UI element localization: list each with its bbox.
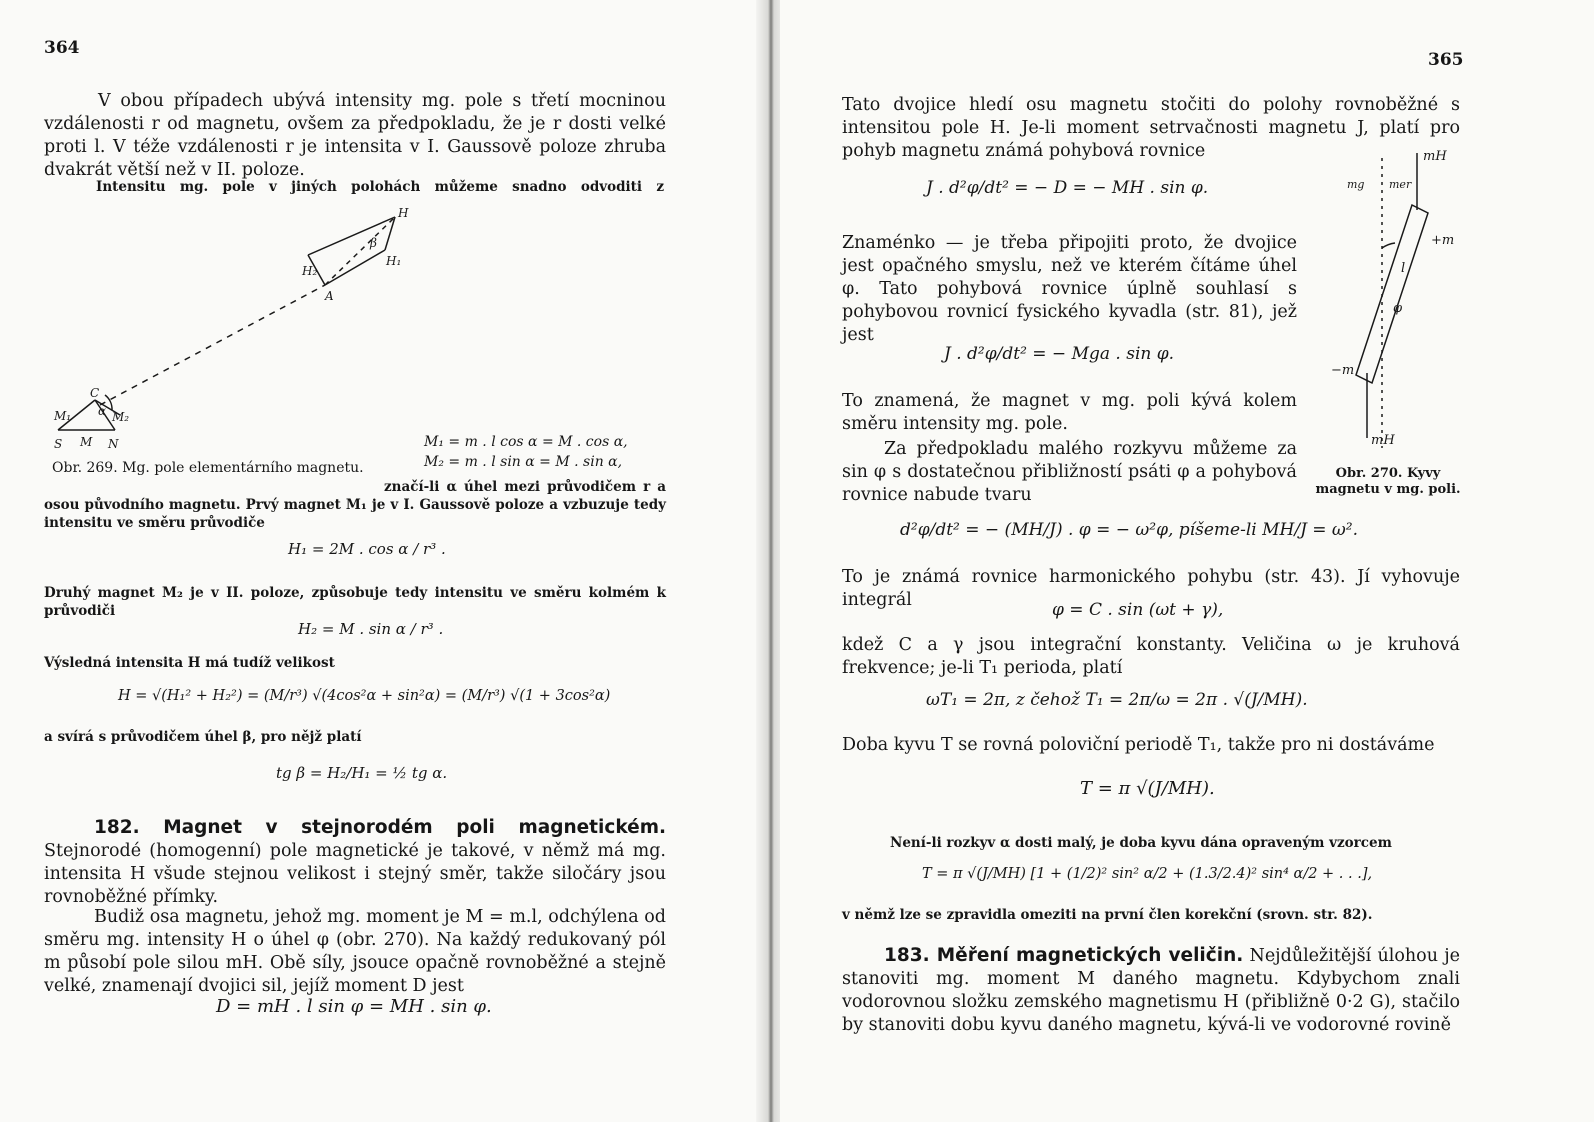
fig270-label: mH [1371,433,1395,448]
section-183-text: Nejdůležitější úlohou je stanoviti mg. moment M daného magnetu. Kdybychom znali vodorovnou složku zemského magnetismu H (přibližně 0·2 G), stačilo by stanoviti dobu kyvu daného magnetu, kývá-li ve vodorovné rovině [842,946,1460,1035]
magnet-bar [1356,205,1428,383]
paragraph: Doba kyvu T se rovná poloviční periodě T₁, takže pro ni dostáváme [842,735,1435,755]
fig270-label: mg [1347,178,1365,191]
equation-harmonic: d²φ/dt² = − (MH/J) . φ = − ω²φ, píšeme-li MH/J = ω². [900,520,1359,540]
fig269-label: H₂ [302,264,318,278]
equation-h1: H₁ = 2M . cos α / r³ . [288,540,446,558]
figure-269-caption: Obr. 269. Mg. pole elementárního magnetu. [52,460,364,476]
paragraph: a svírá s průvodičem úhel β, pro nějž platí [44,729,362,745]
paragraph: kdež C a γ jsou integrační konstanty. Veličina ω je kruhová frekvence; je-li T₁ perioda, platí [842,635,1460,678]
paragraph: Budiž osa magnetu, jehož mg. moment je M = m.l, odchýlena od směru mg. intensity H o úhel φ (obr. 270). Na každý redukovaný pól m působí pole silou mH. Obě síly, jsouce opačně rovnoběžné a stejně velké, znamenají dvojici sil, jejíž moment D jest [44,907,666,996]
radius-line [100,285,325,405]
equation-integral: φ = C . sin (ωt + γ), [1052,600,1224,620]
paragraph-wrapped [404,196,666,426]
equation-m1: M₁ = m . l cos α = M . cos α, [424,434,628,450]
figure-270-diagram [1305,148,1485,458]
equation-h2: H₂ = M . sin α / r³ . [298,620,444,638]
fig270-label: mer [1389,178,1412,191]
equation-corrected: T = π √(J/MH) [1 + (1/2)² sin² α/2 + (1.3/2.4)² sin⁴ α/2 + . . .], [922,866,1373,882]
fig269-label: S [54,437,63,451]
section-183-title: 183. Měření magnetických veličin. [884,945,1244,966]
fig270-label: +m [1431,233,1455,248]
paragraph: To je známá rovnice harmonického pohybu (str. 43). Jí vyhovuje integrál [842,567,1460,610]
fig269-label: M [80,435,93,449]
figure-270-caption: Obr. 270. Kyvy magnetu v mg. poli. [1315,466,1461,497]
equation-tg: tg β = H₂/H₁ = ½ tg α. [276,764,448,782]
right-page [780,0,1594,1122]
page-number-left: 364 [44,38,80,58]
section-183 [842,944,1460,1037]
parallelogram-top [308,217,395,255]
fig269-label: β [370,236,377,250]
page-number-right: 365 [1428,50,1464,70]
paragraph: Tato dvojice hledí osu magnetu stočiti do polohy rovnoběžné s intensitou pole H. Je-li moment setrvačnosti magnetu J, platí pro pohyb magnetu známá pohybová rovnice [842,95,1460,161]
fig269-label: M₂ [112,410,130,424]
fig270-label: φ [1393,301,1403,316]
equation-d: D = mH . l sin φ = MH . sin φ. [216,996,492,1017]
figure-269-diagram [40,205,410,455]
paragraph: Druhý magnet M₂ je v II. poloze, způsobuje tedy intensitu ve směru kolmém k průvodiči [44,585,666,619]
paragraph-lead-line [96,178,664,196]
fig269-label: N [108,437,119,451]
equation-period: ωT₁ = 2π, z čehož T₁ = 2π/ω = 2π . √(J/MH). [926,690,1308,710]
equation-motion: J . d²φ/dt² = − D = − MH . sin φ. [926,178,1209,198]
fig269-label: M₁ [54,409,72,423]
fig270-label: −m [1331,363,1355,378]
section-182-text: Stejnorodé (homogenní) pole magnetické je takové, v němž má mg. intensita H všude stejnou velikost i stejný směr, takže siločáry jsou rovnoběžné přímky. [44,841,666,907]
equation-m2: M₂ = m . l sin α = M . sin α, [424,454,623,470]
fig269-label: H₁ [386,254,402,268]
fig269-label: α [98,404,107,418]
fig269-label: C [90,386,100,400]
section-182 [44,816,666,909]
equation-pendulum: J . d²φ/dt² = − Mga . sin φ. [944,344,1175,364]
equation-t: T = π √(J/MH). [1080,778,1215,799]
paragraph: značí-li α úhel mezi průvodičem r a osou původního magnetu. Prvý magnet M₁ je v I. Gaussově poloze a vzbuzuje tedy intensitu ve směru průvodiče [44,479,666,531]
paragraph-small: Není-li rozkyv α dosti malý, je doba kyvu dána opraveným vzorcem [890,835,1392,851]
paragraph: V obou případech ubývá intensity mg. pole s třetí mocninou vzdálenosti r od magnetu, ovšem za předpokladu, že je r dosti velké proti l. V téže vzdálenosti r je intensita v I. Gaussově poloze zhruba dvakrát větší než v II. poloze. [44,91,666,180]
paragraph: Za předpokladu malého rozkyvu můžeme za sin φ s dostatečnou přibližností psáti φ a pohybová rovnice nabude tvaru [842,439,1297,505]
paragraph: Výsledná intensita H má tudíž velikost [44,655,335,671]
fig270-label: l [1401,261,1406,276]
fig270-label: mH [1423,149,1447,164]
section-182-title: 182. Magnet v stejnorodém poli magnetickém. [94,817,666,838]
paragraph: To znamená, že magnet v mg. poli kývá kolem směru intensity mg. pole. [842,391,1297,434]
equation-h: H = √(H₁² + H₂²) = (M/r³) √(4cos²α + sin²α) = (M/r³) √(1 + 3cos²α) [118,688,611,704]
phi-arc [1382,243,1395,248]
fig269-label: A [325,289,334,303]
paragraph-small: v němž lze se zpravidla omeziti na první člen korekční (srovn. str. 82). [842,907,1373,923]
left-page [0,0,768,1122]
paragraph-lead-text: Intensitu mg. pole v jiných polohách můžeme snadno odvoditi z [96,179,664,195]
paragraph: Znaménko — je třeba připojiti proto, že dvojice jest opačného smyslu, než ve kterém čítáme úhel φ. Tato pohybová rovnice úplně souhlasí s pohybovou rovnicí fysického kyvadla (str. 81), jež jest [842,233,1297,345]
fig269-label: H [398,206,409,220]
